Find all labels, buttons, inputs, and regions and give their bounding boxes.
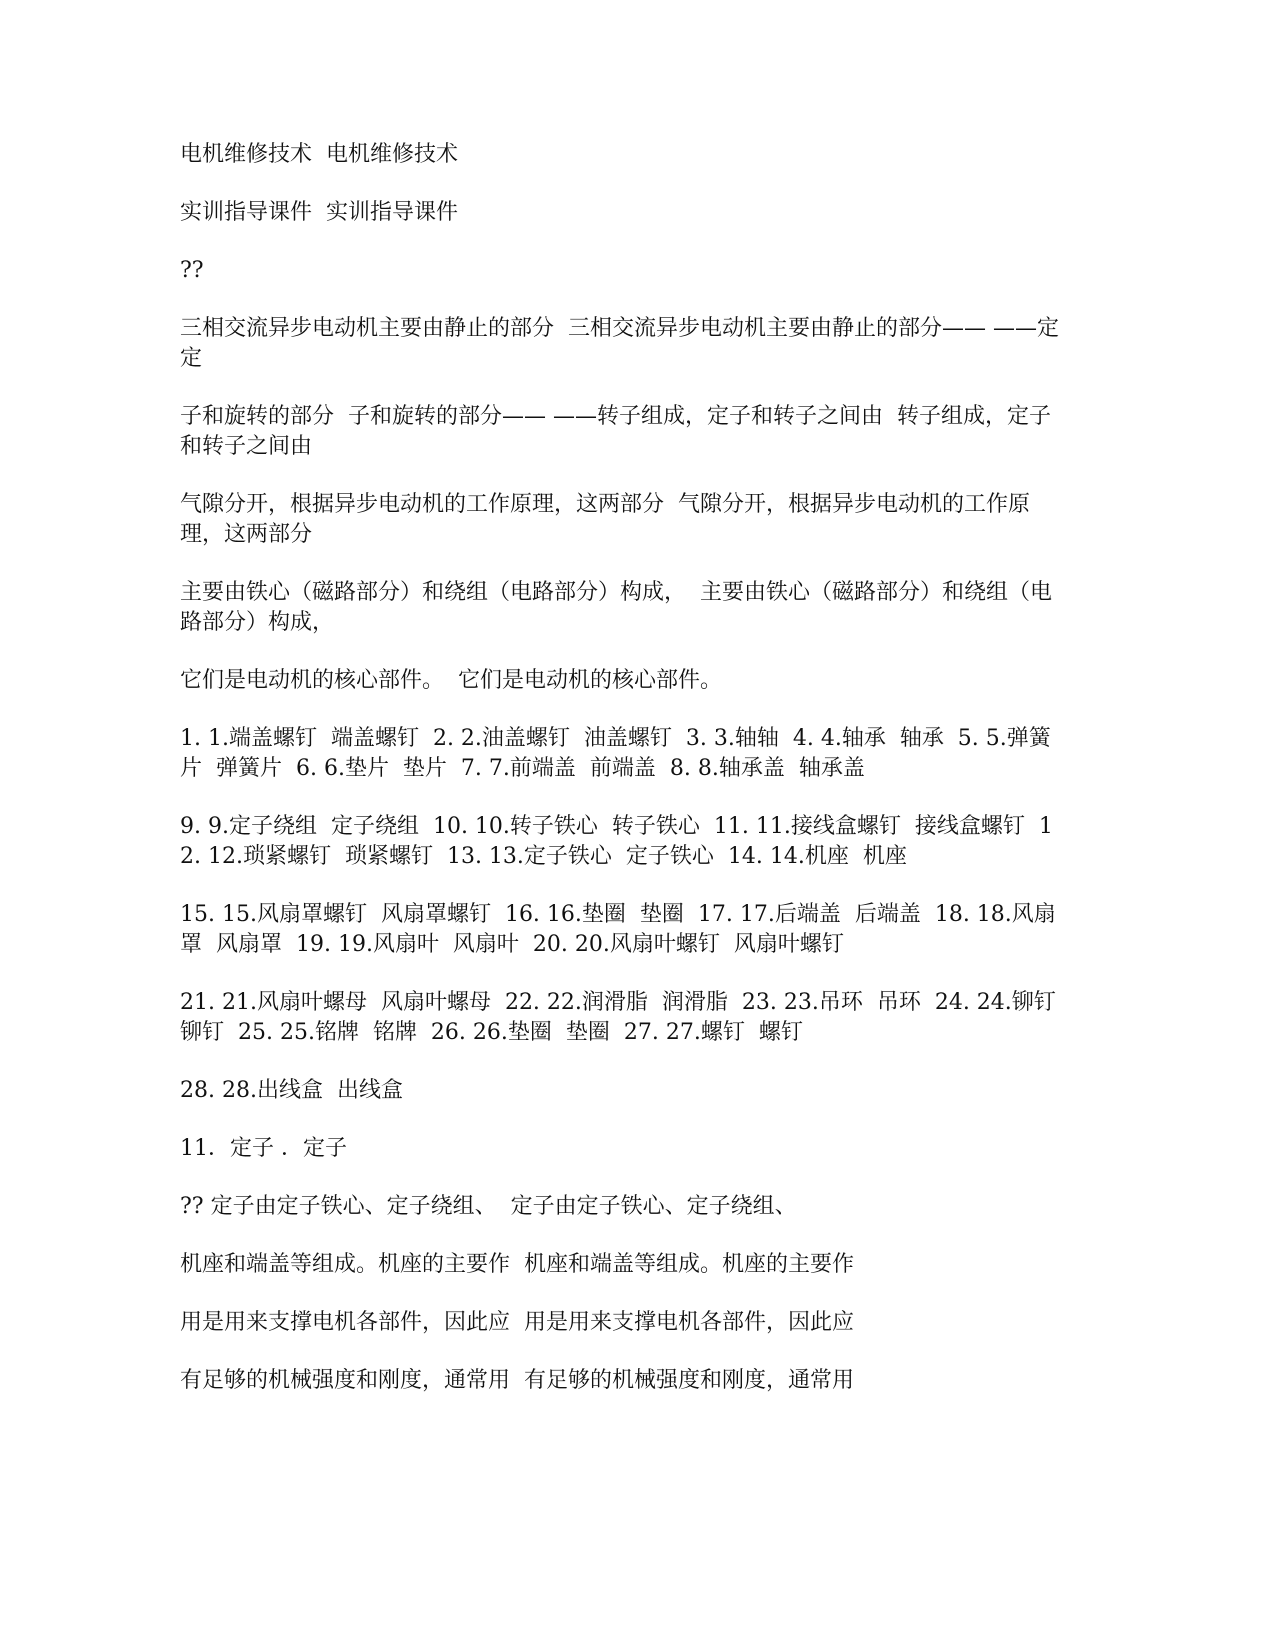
doc-subtitle: 实训指导课件 实训指导课件 bbox=[180, 200, 458, 225]
paragraph-intro-3: 气隙分开，根据异步电动机的工作原理，这两部分 气隙分开，根据异步电动机的工作原理，这两部分 bbox=[180, 492, 1030, 547]
paragraph-intro-4: 主要由铁心（磁路部分）和绕组（电路部分）构成， 主要由铁心（磁路部分）和绕组（电路部分）构成， bbox=[180, 580, 1052, 635]
paragraph-intro-5: 它们是电动机的核心部件。 它们是电动机的核心部件。 bbox=[180, 668, 722, 693]
parts-list-5: 28. 28.出线盒 出线盒 bbox=[180, 1078, 403, 1103]
section-heading-stator: 11．定子 ．定子 bbox=[180, 1136, 347, 1161]
parts-list-4: 21. 21.风扇叶螺母 风扇叶螺母 22. 22.润滑脂 润滑脂 23. 23.吊环 吊环 24. 24.铆钉 铆钉 25. 25.铭牌 铭牌 26. 26.垫圈 垫圈 27. 27.螺钉 螺钉 bbox=[180, 990, 1070, 1045]
stator-paragraph-1: ?? 定子由定子铁心、定子绕组、 定子由定子铁心、定子绕组、 bbox=[180, 1194, 797, 1219]
parts-list-3: 15. 15.风扇罩螺钉 风扇罩螺钉 16. 16.垫圈 垫圈 17. 17.后端盖 后端盖 18. 18.风扇罩 风扇罩 19. 19.风扇叶 风扇叶 20. 20.风扇叶螺钉 风扇叶螺钉 bbox=[180, 902, 1056, 957]
stator-paragraph-3: 用是用来支撑电机各部件，因此应 用是用来支撑电机各部件，因此应 bbox=[180, 1310, 854, 1335]
document-page bbox=[180, 140, 1070, 1424]
stator-paragraph-2: 机座和端盖等组成。机座的主要作 机座和端盖等组成。机座的主要作 bbox=[180, 1252, 854, 1277]
placeholder-marks: ?? bbox=[180, 258, 204, 283]
parts-list-1: 1. 1.端盖螺钉 端盖螺钉 2. 2.油盖螺钉 油盖螺钉 3. 3.轴轴 4. 4.轴承 轴承 5. 5.弹簧片 弹簧片 6. 6.垫片 垫片 7. 7.前端盖 前端盖 8. 8.轴承盖 轴承盖 bbox=[180, 726, 1051, 781]
doc-title: 电机维修技术 电机维修技术 bbox=[180, 142, 458, 167]
parts-list-2: 9. 9.定子绕组 定子绕组 10. 10.转子铁心 转子铁心 11. 11.接线盒螺钉 接线盒螺钉 12. 12.琐紧螺钉 琐紧螺钉 13. 13.定子铁心 定子铁心 14. 14.机座 机座 bbox=[180, 814, 1053, 869]
stator-paragraph-4: 有足够的机械强度和刚度，通常用 有足够的机械强度和刚度，通常用 bbox=[180, 1368, 854, 1393]
paragraph-intro-1: 三相交流异步电动机主要由静止的部分 三相交流异步电动机主要由静止的部分—— ——定定 bbox=[180, 316, 1059, 371]
paragraph-intro-2: 子和旋转的部分 子和旋转的部分—— ——转子组成，定子和转子之间由 转子组成，定子和转子之间由 bbox=[180, 404, 1051, 459]
